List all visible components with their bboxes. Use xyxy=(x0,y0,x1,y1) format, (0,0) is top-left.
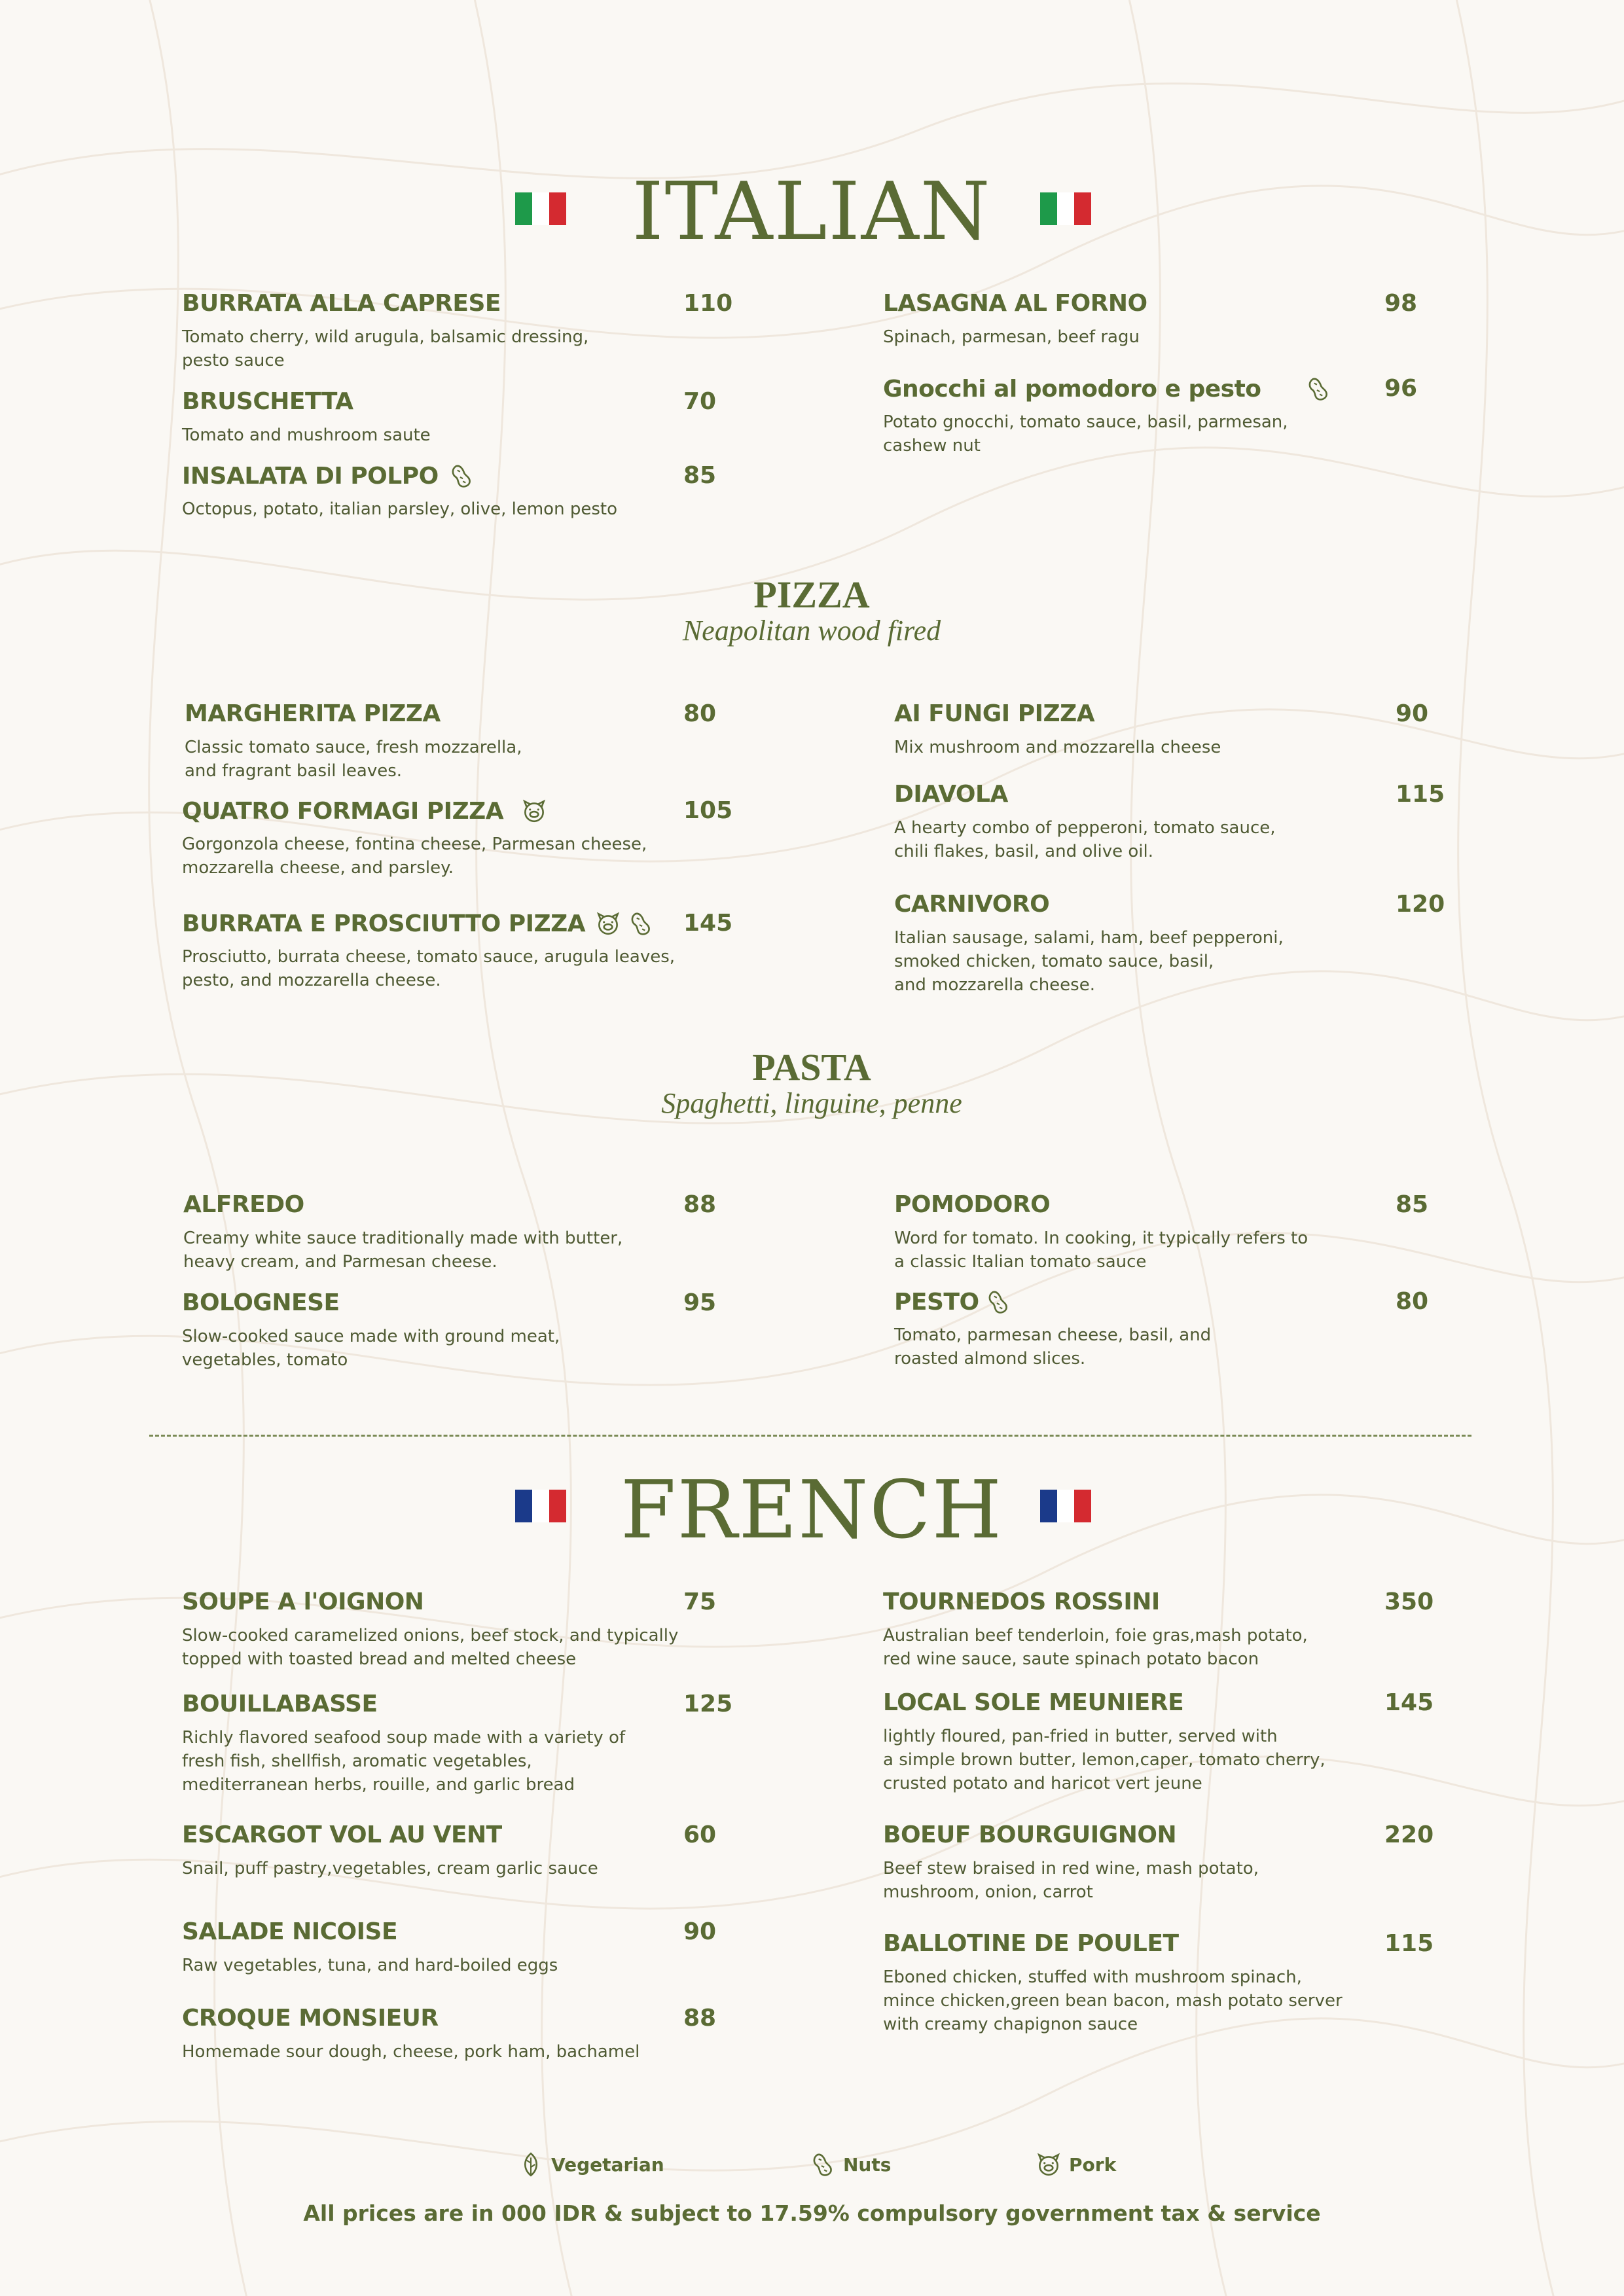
vegetarian-icon xyxy=(517,2151,545,2178)
item-description: Italian sausage, salami, ham, beef pepperoni, smoked chicken, tomato sauce, basil, and mozzarella cheese. xyxy=(894,928,1284,995)
item-name: ALFREDO xyxy=(183,1191,304,1218)
item-name: TOURNEDOS ROSSINI xyxy=(883,1588,1160,1615)
item-name: BRUSCHETTA xyxy=(182,388,353,415)
item-price: 60 xyxy=(683,1821,717,1848)
item-price: 105 xyxy=(683,797,733,824)
item-price: 110 xyxy=(683,290,733,317)
item-price: 90 xyxy=(1396,700,1429,727)
france-flag-right xyxy=(1040,1490,1091,1522)
legend-nuts xyxy=(809,2151,891,2178)
menu-item xyxy=(182,2005,823,2064)
item-name: BURRATA E PROSCIUTTO PIZZA xyxy=(182,910,586,937)
flag-stripe-red xyxy=(1074,1490,1091,1522)
menu-item xyxy=(894,1288,1536,1371)
item-price: 115 xyxy=(1396,781,1445,808)
menu-item xyxy=(883,375,1525,457)
flag-stripe-red xyxy=(1074,192,1091,225)
item-price: 125 xyxy=(683,1691,733,1717)
item-name-row xyxy=(182,462,475,490)
item-price: 120 xyxy=(1396,891,1445,918)
item-price: 95 xyxy=(683,1289,717,1316)
menu-item xyxy=(182,1821,823,1880)
item-description: Homemade sour dough, cheese, pork ham, bachamel xyxy=(182,2042,640,2062)
item-description: Spinach, parmesan, beef ragu xyxy=(883,327,1140,347)
item-price: 85 xyxy=(683,462,717,489)
menu-item xyxy=(185,700,826,783)
item-name: POMODORO xyxy=(894,1191,1051,1218)
item-description: Slow-cooked caramelized onions, beef stock, and typically topped with toasted bread and melted cheese xyxy=(182,1626,679,1669)
menu-item xyxy=(894,700,1536,759)
menu-item xyxy=(182,1289,823,1372)
pork-icon xyxy=(520,797,548,825)
item-name: INSALATA DI POLPO xyxy=(182,462,439,490)
nut-icon xyxy=(627,910,655,937)
item-price: 75 xyxy=(683,1588,717,1615)
menu-item xyxy=(894,1191,1536,1274)
menu-item xyxy=(883,290,1525,349)
item-description: Prosciutto, burrata cheese, tomato sauce, arugula leaves, pesto, and mozzarella cheese. xyxy=(182,947,676,990)
item-price: 90 xyxy=(683,1918,717,1945)
item-name: QUATRO FORMAGI PIZZA xyxy=(182,797,504,825)
menu-item xyxy=(883,1930,1525,2036)
menu-item xyxy=(182,910,823,992)
item-name: SOUPE A l'OIGNON xyxy=(182,1588,424,1615)
item-price: 80 xyxy=(1396,1288,1429,1315)
item-name-row xyxy=(182,797,548,825)
item-price: 145 xyxy=(683,910,733,937)
item-description: Beef stew braised in red wine, mash potato, mushroom, onion, carrot xyxy=(883,1859,1259,1902)
item-description: Gorgonzola cheese, fontina cheese, Parmesan cheese, mozzarella cheese, and parsley. xyxy=(182,834,647,878)
item-name: CROQUE MONSIEUR xyxy=(182,2005,439,2032)
item-name: AI FUNGI PIZZA xyxy=(894,700,1095,727)
menu-item xyxy=(182,797,823,880)
item-description: Snail, puff pastry,vegetables, cream garlic sauce xyxy=(182,1859,598,1878)
menu-item xyxy=(182,290,823,372)
pork-icon xyxy=(1035,2151,1062,2178)
item-description: Mix mushroom and mozzarella cheese xyxy=(894,738,1221,757)
section-divider xyxy=(149,1435,1471,1437)
item-name: BALLOTINE DE POULET xyxy=(883,1930,1179,1957)
item-price: 115 xyxy=(1384,1930,1434,1957)
menu-item xyxy=(883,1588,1525,1671)
pasta-title: PASTA xyxy=(752,1046,871,1088)
italian-title: ITALIAN xyxy=(632,165,992,258)
italy-flag-right xyxy=(1040,192,1091,225)
menu-item xyxy=(182,1588,823,1671)
item-description: Raw vegetables, tuna, and hard-boiled eggs xyxy=(182,1956,558,1975)
item-description: Richly flavored seafood soup made with a variety of fresh fish, shellfish, aromatic vegetables, mediterranean herbs, rouille, and garlic bread xyxy=(182,1728,626,1795)
item-name-row xyxy=(894,1288,1012,1316)
flag-stripe-white xyxy=(1057,1490,1074,1522)
item-name-row xyxy=(182,910,655,937)
item-description: lightly floured, pan-fried in butter, served with a simple brown butter, lemon,caper, tomato cherry, crusted potato and haricot vert jeune xyxy=(883,1727,1326,1793)
item-description: Slow-cooked sauce made with ground meat, vegetables, tomato xyxy=(182,1327,560,1370)
item-description: Word for tomato. In cooking, it typically refers to a classic Italian tomato sauce xyxy=(894,1229,1308,1272)
item-price: 80 xyxy=(683,700,717,727)
nut-icon xyxy=(809,2151,837,2178)
item-description: A hearty combo of pepperoni, tomato sauce, chili flakes, basil, and olive oil. xyxy=(894,818,1276,861)
pork-icon xyxy=(594,910,622,937)
item-price: 350 xyxy=(1384,1588,1434,1615)
item-description: Tomato cherry, wild arugula, balsamic dressing, pesto sauce xyxy=(182,327,589,370)
item-description: Tomato and mushroom saute xyxy=(182,425,431,445)
item-description: Eboned chicken, stuffed with mushroom spinach, mince chicken,green bean bacon, mash potato server with creamy chapignon sauce xyxy=(883,1967,1343,2034)
menu-item xyxy=(182,1918,823,1977)
item-name: CARNIVORO xyxy=(894,891,1050,918)
menu-item xyxy=(182,1691,823,1797)
item-name: Gnocchi al pomodoro e pesto xyxy=(883,375,1261,403)
item-name: PESTO xyxy=(894,1288,979,1316)
item-name: LASAGNA AL FORNO xyxy=(883,290,1147,317)
item-description: Potato gnocchi, tomato sauce, basil, parmesan, cashew nut xyxy=(883,412,1288,456)
menu-item xyxy=(894,781,1536,863)
item-name: BURRATA ALLA CAPRESE xyxy=(182,290,501,317)
item-price: 98 xyxy=(1384,290,1418,317)
item-description: Australian beef tenderloin, foie gras,mash potato, red wine sauce, saute spinach potato bacon xyxy=(883,1626,1308,1669)
item-price: 88 xyxy=(683,2005,717,2032)
item-name: BOUILLABASSE xyxy=(182,1691,378,1717)
item-name: DIAVOLA xyxy=(894,781,1008,808)
flag-stripe-white xyxy=(1057,192,1074,225)
item-price: 145 xyxy=(1384,1689,1434,1716)
nut-icon xyxy=(1305,375,1332,403)
item-price: 70 xyxy=(683,388,717,415)
menu-item xyxy=(182,388,823,447)
item-price: 88 xyxy=(683,1191,717,1218)
item-price: 96 xyxy=(1384,375,1418,402)
pizza-title: PIZZA xyxy=(753,573,870,616)
item-name: BOLOGNESE xyxy=(182,1289,340,1316)
pizza-subtitle: Neapolitan wood fired xyxy=(682,615,941,647)
pasta-subtitle: Spaghetti, linguine, penne xyxy=(661,1087,962,1119)
item-name: BOEUF BOURGUIGNON xyxy=(883,1821,1177,1848)
legend-pork xyxy=(1035,2151,1116,2178)
menu-item xyxy=(183,1191,825,1274)
item-name: SALADE NICOISE xyxy=(182,1918,398,1945)
item-name: LOCAL SOLE MEUNIERE xyxy=(883,1689,1184,1716)
nut-icon xyxy=(984,1288,1012,1316)
menu-item xyxy=(182,462,823,521)
nut-icon xyxy=(448,462,475,490)
item-price: 85 xyxy=(1396,1191,1429,1218)
legend-label: Vegetarian xyxy=(551,2153,664,2176)
item-description: Classic tomato sauce, fresh mozzarella, and fragrant basil leaves. xyxy=(185,738,522,781)
legend-label: Nuts xyxy=(843,2153,892,2176)
menu-item xyxy=(883,1689,1525,1795)
flag-stripe-green xyxy=(1040,192,1057,225)
item-price: 220 xyxy=(1384,1821,1434,1848)
menu-item xyxy=(894,891,1536,997)
item-name: ESCARGOT VOL AU VENT xyxy=(182,1821,502,1848)
french-title: FRENCH xyxy=(620,1463,1003,1556)
legend-vegetarian xyxy=(517,2151,664,2178)
menu-item xyxy=(883,1821,1525,1904)
flag-stripe-blue xyxy=(1040,1490,1057,1522)
item-name: MARGHERITA PIZZA xyxy=(185,700,441,727)
item-description: Creamy white sauce traditionally made with butter, heavy cream, and Parmesan cheese. xyxy=(183,1229,623,1272)
legend-label: Pork xyxy=(1069,2153,1117,2176)
item-description: Octopus, potato, italian parsley, olive, lemon pesto xyxy=(182,499,617,519)
price-note: All prices are in 000 IDR & subject to 17.59% compulsory government tax & service xyxy=(303,2200,1321,2226)
item-description: Tomato, parmesan cheese, basil, and roasted almond slices. xyxy=(894,1325,1212,1369)
item-name-row xyxy=(883,375,1332,403)
